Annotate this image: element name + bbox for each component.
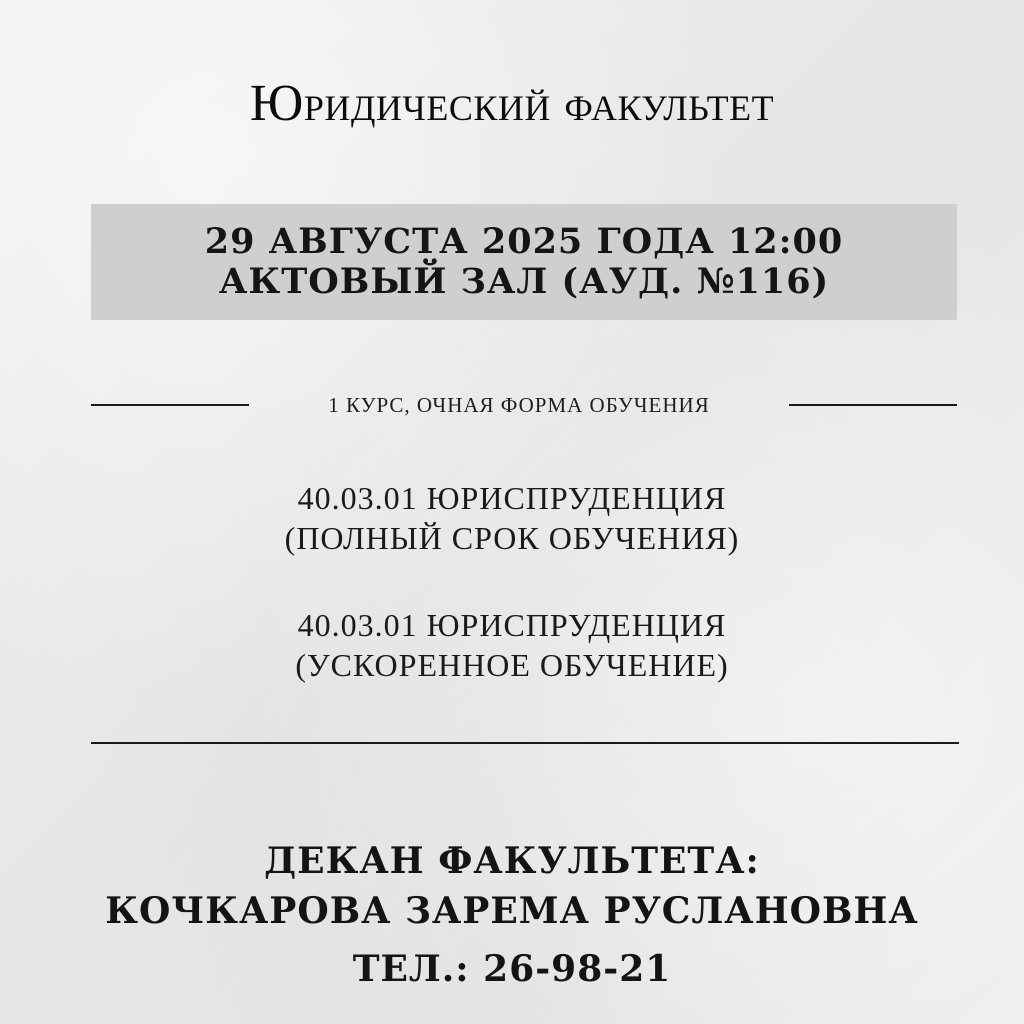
contact-phone: ТЕЛ.: 26-98-21 bbox=[352, 948, 672, 990]
dean-label: ДЕКАН ФАКУЛЬТЕТА: bbox=[264, 840, 760, 882]
dean-info bbox=[0, 836, 1024, 936]
event-date-time: 29 АВГУСТА 2025 ГОДА 12:00 bbox=[204, 221, 844, 262]
course-rule-left bbox=[91, 404, 249, 406]
faculty-title: Юридический факультет bbox=[249, 75, 775, 132]
course-label: 1 КУРС, ОЧНАЯ ФОРМА ОБУЧЕНИЯ bbox=[328, 392, 710, 417]
event-info-box bbox=[91, 204, 957, 320]
section-divider bbox=[91, 742, 959, 744]
program-mode: (ПОЛНЫЙ СРОК ОБУЧЕНИЯ) bbox=[284, 520, 740, 556]
program-mode: (УСКОРЕННОЕ ОБУЧЕНИЕ) bbox=[295, 647, 729, 683]
course-rule-right bbox=[789, 404, 957, 406]
program-code-name: 40.03.01 ЮРИСПРУДЕНЦИЯ bbox=[297, 480, 727, 516]
course-header bbox=[91, 390, 957, 420]
dean-name: КОЧКАРОВА ЗАРЕМА РУСЛАНОВНА bbox=[105, 890, 919, 932]
program-item bbox=[0, 605, 1024, 685]
program-item bbox=[0, 478, 1024, 558]
event-location: АКТОВЫЙ ЗАЛ (АУД. №116) bbox=[218, 261, 830, 302]
program-code-name: 40.03.01 ЮРИСПРУДЕНЦИЯ bbox=[297, 607, 727, 643]
